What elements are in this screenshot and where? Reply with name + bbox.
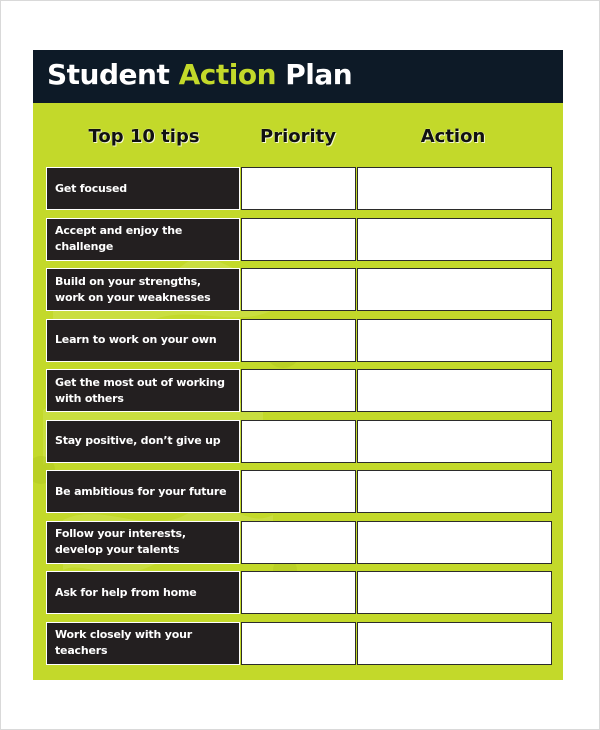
action-field[interactable]: [357, 521, 552, 564]
priority-field[interactable]: [241, 319, 356, 362]
table-row: [46, 470, 552, 513]
tip-cell: Learn to work on your own: [46, 319, 240, 362]
priority-field[interactable]: [241, 521, 356, 564]
action-field[interactable]: [357, 319, 552, 362]
tip-cell: Be ambitious for your future: [46, 470, 240, 513]
tip-cell: Get the most out of working with others: [46, 369, 240, 412]
tip-cell: Ask for help from home: [46, 571, 240, 614]
tip-cell: Follow your interests, develop your talents: [46, 521, 240, 564]
header-bar: [33, 50, 563, 103]
page-title: [47, 57, 352, 93]
title-word-action: Action: [178, 58, 277, 91]
action-field[interactable]: [357, 369, 552, 412]
action-plan-sheet: [33, 50, 563, 680]
action-field[interactable]: [357, 218, 552, 261]
priority-field[interactable]: [241, 470, 356, 513]
table-row: [46, 268, 552, 311]
column-header-tips: Top 10 tips: [88, 126, 200, 147]
title-word-plan: Plan: [276, 58, 353, 91]
tip-cell: Accept and enjoy the challenge: [46, 218, 240, 261]
table-row: [46, 420, 552, 463]
priority-field[interactable]: [241, 622, 356, 665]
table-row: [46, 167, 552, 210]
action-field[interactable]: [357, 470, 552, 513]
title-word-student: Student: [47, 58, 179, 91]
tip-cell: Stay positive, don’t give up: [46, 420, 240, 463]
tips-table: [46, 167, 552, 672]
action-field[interactable]: [357, 167, 552, 210]
table-row: [46, 622, 552, 665]
tip-cell: Build on your strengths, work on your weaknesses: [46, 268, 240, 311]
action-field[interactable]: [357, 622, 552, 665]
priority-field[interactable]: [241, 218, 356, 261]
table-row: [46, 571, 552, 614]
table-row: [46, 319, 552, 362]
table-row: [46, 521, 552, 564]
action-field[interactable]: [357, 571, 552, 614]
table-row: [46, 218, 552, 261]
column-header-priority: Priority: [260, 126, 336, 147]
action-field[interactable]: [357, 420, 552, 463]
table-row: [46, 369, 552, 412]
tip-cell: Work closely with your teachers: [46, 622, 240, 665]
tip-cell: Get focused: [46, 167, 240, 210]
priority-field[interactable]: [241, 420, 356, 463]
column-header-action: Action: [420, 126, 486, 147]
priority-field[interactable]: [241, 167, 356, 210]
priority-field[interactable]: [241, 369, 356, 412]
action-field[interactable]: [357, 268, 552, 311]
priority-field[interactable]: [241, 268, 356, 311]
priority-field[interactable]: [241, 571, 356, 614]
